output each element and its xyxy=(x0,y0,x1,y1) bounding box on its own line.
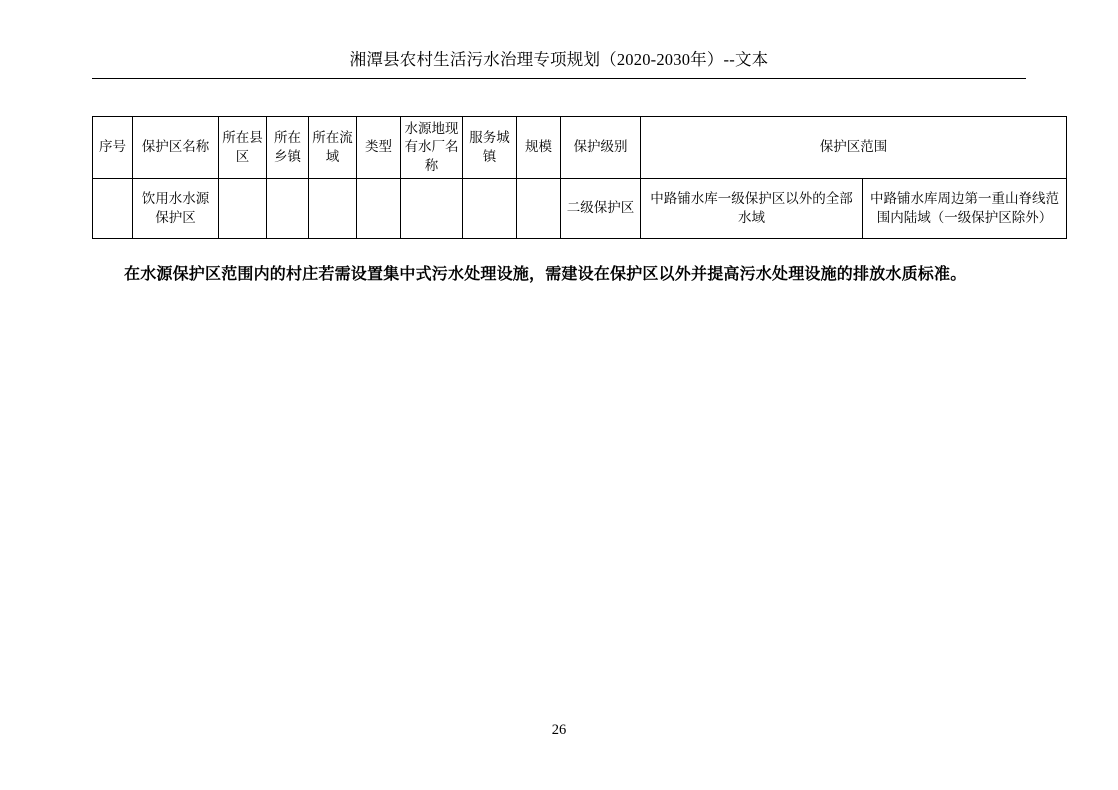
header-cell-index: 序号 xyxy=(93,117,133,179)
cell-index xyxy=(93,179,133,239)
cell-basin xyxy=(309,179,357,239)
header-cell-basin: 所在流域 xyxy=(309,117,357,179)
table-header-row xyxy=(93,117,1067,179)
page-number: 26 xyxy=(551,722,567,738)
cell-type xyxy=(357,179,401,239)
header-cell-plant: 水源地现有水厂名称 xyxy=(401,117,463,179)
header-divider xyxy=(92,78,1026,79)
cell-town xyxy=(267,179,309,239)
cell-service xyxy=(463,179,517,239)
note-paragraph: 在水源保护区范围内的村庄若需设置集中式污水处理设施，需建设在保护区以外并提高污水处理设施的排放水质标准。 xyxy=(124,266,967,283)
header-cell-county: 所在县区 xyxy=(219,117,267,179)
cell-range-water: 中路铺水库一级保护区以外的全部水域 xyxy=(641,179,863,239)
header-cell-level: 保护级别 xyxy=(561,117,641,179)
header-cell-town: 所在乡镇 xyxy=(267,117,309,179)
cell-range-land: 中路铺水库周边第一重山脊线范围内陆域（一级保护区除外） xyxy=(863,179,1067,239)
header-cell-range: 保护区范围 xyxy=(641,117,1067,179)
table-header-row-group xyxy=(93,117,1067,179)
header-cell-service: 服务城镇 xyxy=(463,117,517,179)
page-header: 湘潭县农村生活污水治理专项规划（2020-2030年）--文本 xyxy=(349,50,769,69)
table-body xyxy=(93,179,1067,239)
cell-level: 二级保护区 xyxy=(561,179,641,239)
cell-county xyxy=(219,179,267,239)
table-row xyxy=(93,179,1067,239)
cell-name: 饮用水水源保护区 xyxy=(133,179,219,239)
cell-scale xyxy=(517,179,561,239)
header-cell-type: 类型 xyxy=(357,117,401,179)
cell-plant xyxy=(401,179,463,239)
header-cell-scale: 规模 xyxy=(517,117,561,179)
protection-zone-table xyxy=(92,116,1067,239)
protection-zone-table-wrapper xyxy=(92,116,1059,239)
header-cell-name: 保护区名称 xyxy=(133,117,219,179)
